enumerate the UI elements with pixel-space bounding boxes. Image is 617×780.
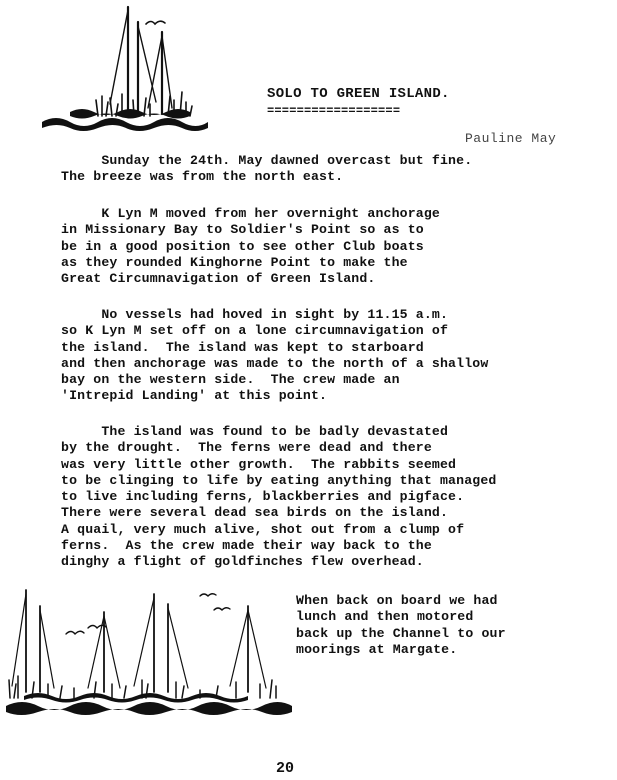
fleet-illustration [4, 586, 294, 722]
paragraph-3: No vessels had hoved in sight by 11.15 a.m. so K Lyn M set off on a lone circumnavigation of the island. The island was kept to starboard and then anchorage was made to the north of a shallow bay on the western side. The crew made an 'Intrepid Landing' at this point. [61, 307, 489, 404]
paragraph-4: The island was found to be badly devastated by the drought. The ferns were dead and there was very little other growth. The rabbits seemed to be clinging to life by eating anything that managed to live including ferns, blackberries and pigface. There were several dead sea birds on the island. A quail, very much alive, shot out from a clump of ferns. As the crew made their way back to the dinghy a flight of goldfinches flew overhead. [61, 424, 497, 570]
paragraph-2: K Lyn M moved from her overnight anchorage in Missionary Bay to Soldier's Point so as to be in a good position to see other Club boats as they rounded Kinghorne Point to make the Great Circumnavigation of Green Island. [61, 206, 440, 287]
paragraph-5: When back on board we had lunch and then motored back up the Channel to our moorings at Margate. [296, 593, 506, 657]
article-title: SOLO TO GREEN ISLAND. [267, 86, 450, 102]
title-underline: ================== [267, 104, 401, 118]
author-name: Pauline May [465, 131, 557, 146]
sailboat-illustration [40, 4, 210, 132]
page-number: 20 [276, 760, 295, 777]
paragraph-1: Sunday the 24th. May dawned overcast but fine. The breeze was from the north east. [61, 153, 473, 185]
